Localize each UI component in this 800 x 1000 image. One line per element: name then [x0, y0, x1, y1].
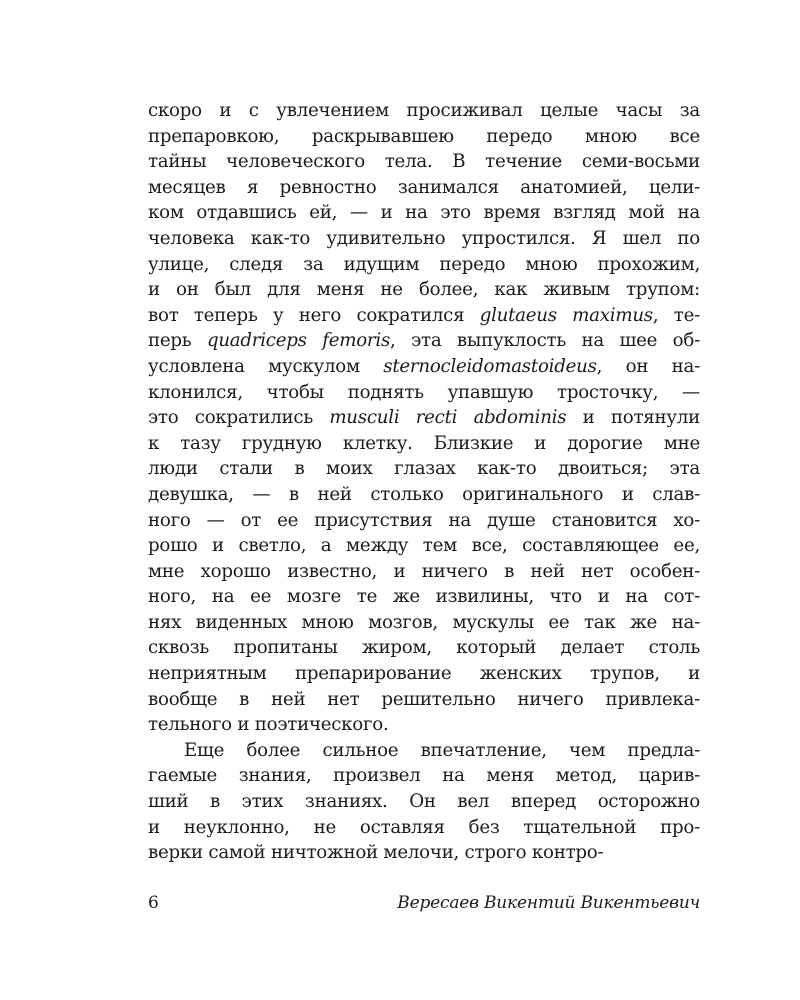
- text-run: Еще более сильное впечатление, чем предла-: [184, 739, 700, 761]
- text-run: гаемые знания, произвел на меня метод, царив-: [148, 765, 700, 787]
- text-line: [148, 328, 700, 354]
- text-run: , эта выпуклость на шее об-: [390, 330, 700, 352]
- text-run: и неуклонно, не оставляя без тщательной про-: [148, 816, 700, 838]
- text-line: [148, 815, 700, 841]
- text-run: ший в этих знаниях. Он вел вперед осторожно: [148, 791, 700, 813]
- text-line: [148, 98, 700, 124]
- text-line: [148, 252, 700, 278]
- text-line: [148, 712, 700, 738]
- text-run: и он был для меня не более, как живым трупом:: [148, 279, 700, 301]
- text-run: условлена мускулом: [148, 355, 384, 377]
- text-run: верки самой ничтожной мелочи, строго контро-: [148, 842, 604, 864]
- text-run: это сократились: [148, 407, 330, 429]
- text-line: [148, 405, 700, 431]
- text-run: улице, следя за идущим передо мною прохожим,: [148, 253, 700, 275]
- text-run: неприятным препарирование женских трупов, и: [148, 663, 700, 685]
- text-line: [148, 303, 700, 329]
- text-run: клонился, чтобы поднять упавшую тросточку, —: [148, 381, 700, 403]
- text-line: [148, 149, 700, 175]
- latin-term: sternocleidomastoideus: [383, 355, 597, 377]
- text-run: вот теперь у него сократился: [148, 304, 480, 326]
- text-line: [148, 789, 700, 815]
- text-line: [148, 226, 700, 252]
- text-run: ком отдавшись ей, — и на это время взгляд мой на: [148, 202, 700, 224]
- page-number: 6: [148, 893, 159, 913]
- text-run: , те-: [652, 304, 700, 326]
- text-run: ного, на ее мозге те же извилины, что и на сот-: [148, 586, 700, 608]
- text-run: тельного и поэтического.: [148, 714, 389, 736]
- paragraph: [148, 98, 700, 738]
- latin-term: musculi recti abdominis: [329, 407, 567, 429]
- text-line: [148, 661, 700, 687]
- text-line: [148, 380, 700, 406]
- page-footer: [148, 893, 700, 921]
- text-run: , он на-: [596, 355, 700, 377]
- text-run: и потянули: [566, 407, 700, 429]
- text-run: мне хорошо известно, и ничего в ней нет особен-: [148, 560, 700, 582]
- text-line: [148, 508, 700, 534]
- text-line: [148, 559, 700, 585]
- text-run: девушка, — в ней столько оригинального и слав-: [148, 483, 700, 505]
- text-run: скоро и с увлечением просиживал целые часы за: [148, 100, 700, 121]
- text-run: ного — от ее присутствия на душе становится хо-: [148, 509, 700, 531]
- text-line: [148, 354, 700, 380]
- body-text: [148, 98, 700, 866]
- latin-term: quadriceps femoris: [206, 330, 391, 352]
- text-line: [148, 635, 700, 661]
- text-line: [148, 840, 700, 866]
- text-line: [148, 175, 700, 201]
- text-line: [148, 584, 700, 610]
- text-line: [148, 738, 700, 764]
- text-run: рошо и светло, а между тем все, составляющее ее,: [148, 535, 700, 557]
- text-line: [148, 200, 700, 226]
- paragraph: [148, 738, 700, 866]
- text-line: [148, 533, 700, 559]
- text-run: сквозь пропитаны жиром, который делает столь: [148, 637, 700, 659]
- text-line: [148, 610, 700, 636]
- text-line: [148, 277, 700, 303]
- text-run: к тазу грудную клетку. Близкие и дорогие мне: [148, 432, 700, 454]
- text-line: [148, 124, 700, 150]
- text-run: тайны человеческого тела. В течение семи-восьми: [148, 151, 700, 173]
- text-run: нях виденных мною мозгов, мускулы ее так же на-: [148, 611, 700, 633]
- text-line: [148, 482, 700, 508]
- text-run: месяцев я ревностно занимался анатомией, цели-: [148, 176, 700, 198]
- text-run: вообще в ней нет решительно ничего привлека-: [148, 688, 700, 710]
- text-run: люди стали в моих глазах как-то двоиться; эта: [148, 458, 700, 480]
- text-line: [148, 763, 700, 789]
- latin-term: glutaeus maximus: [479, 304, 653, 326]
- text-run: препаровкою, раскрывавшею передо мною все: [148, 125, 700, 147]
- text-line: [148, 687, 700, 713]
- text-run: перь: [148, 330, 207, 352]
- text-run: человека как-то удивительно упростился. Я шел по: [148, 227, 700, 249]
- text-line: [148, 431, 700, 457]
- running-head-author: Вересаев Викентий Викентьевич: [397, 893, 700, 913]
- text-line: [148, 456, 700, 482]
